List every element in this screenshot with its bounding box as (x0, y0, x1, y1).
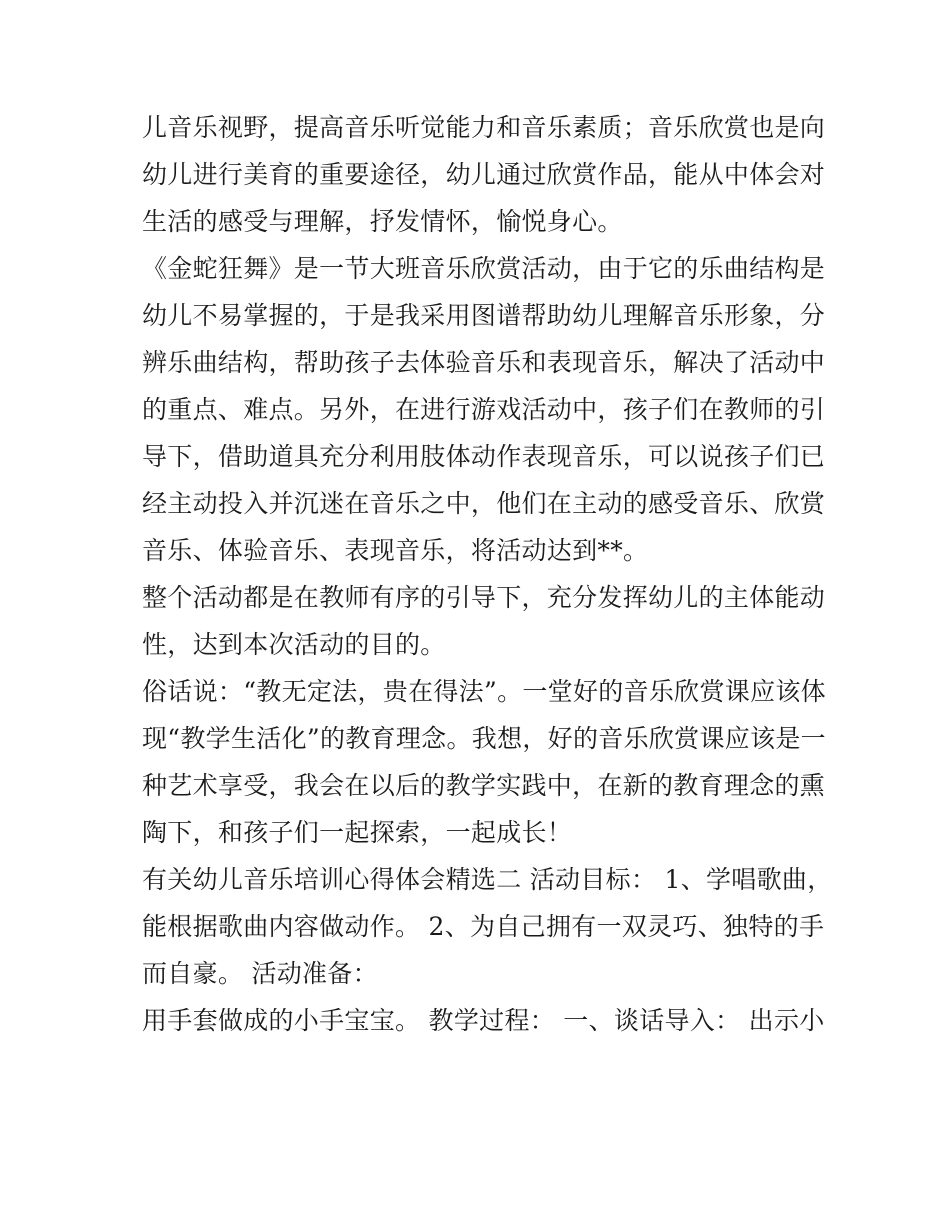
text-line: 整个活动都是在教师有序的引导下，充分发挥幼儿的主体能动 (142, 583, 826, 612)
text-line: 《金蛇狂舞》是一节大班音乐欣赏活动，由于它的乐曲结构是 (142, 254, 826, 283)
text-line: 生活的感受与理解，抒发情怀，愉悦身心。 (142, 207, 623, 236)
text-line: 的重点、难点。另外，在进行游戏活动中，孩子们在教师的引 (142, 395, 826, 424)
text-line: 幼儿进行美育的重要途径，幼儿通过欣赏作品，能从中体会对 (142, 160, 826, 189)
text-line: 经主动投入并沉迷在音乐之中，他们在主动的感受音乐、欣赏 (142, 489, 826, 518)
text-line: 有关幼儿音乐培训心得体会精选二 活动目标： 1、学唱歌曲， (142, 865, 833, 894)
text-line: 性，达到本次活动的目的。 (142, 630, 446, 659)
text-line: 能根据歌曲内容做动作。 2、为自己拥有一双灵巧、独特的手 (142, 912, 825, 941)
text-line: 种艺术享受，我会在以后的教学实践中，在新的教育理念的熏 (142, 771, 826, 800)
text-line: 而自豪。 活动准备： (142, 959, 378, 988)
text-line: 现“教学生活化”的教育理念。我想，好的音乐欣赏课应该是一 (142, 724, 826, 753)
text-line: 导下，借助道具充分利用肢体动作表现音乐，可以说孩子们已 (142, 442, 826, 471)
text-line: 用手套做成的小手宝宝。 教学过程： 一、谈话导入： 出示小 (142, 1006, 825, 1035)
text-line: 音乐、体验音乐、表现音乐，将活动达到**。 (142, 536, 649, 565)
text-line: 辨乐曲结构，帮助孩子去体验音乐和表现音乐，解决了活动中 (142, 348, 826, 377)
text-line: 陶下，和孩子们一起探索，一起成长！ (142, 818, 573, 847)
text-line: 幼儿不易掌握的，于是我采用图谱帮助幼儿理解音乐形象，分 (142, 301, 826, 330)
text-line: 俗话说：“教无定法，贵在得法”。一堂好的音乐欣赏课应该体 (142, 677, 826, 706)
document-body (142, 104, 833, 1044)
text-line: 儿音乐视野，提高音乐听觉能力和音乐素质；音乐欣赏也是向 (142, 113, 826, 142)
